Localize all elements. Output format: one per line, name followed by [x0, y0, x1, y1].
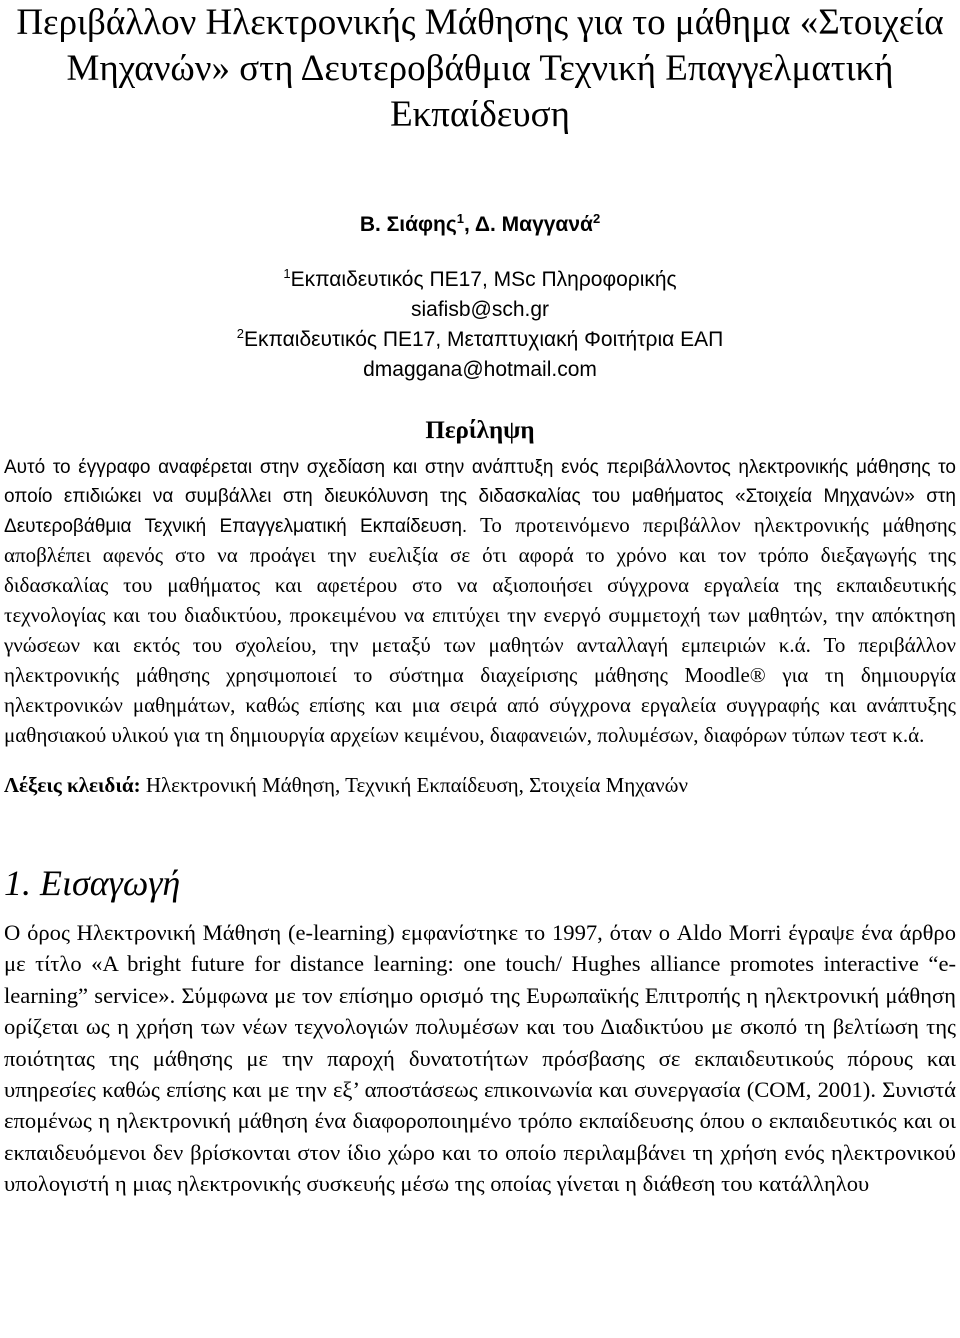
- section-heading-introduction: 1. Εισαγωγή: [4, 863, 181, 903]
- authors-line: [4, 212, 956, 238]
- author-separator: ,: [464, 213, 475, 236]
- author-1-sup: 1: [456, 211, 465, 226]
- abstract-part-1: Αυτό το έγγραφο αναφέρεται στην σχεδίαση και στην ανάπτυξη ενός περιβάλλοντος ηλεκτρονικής μάθησης το οποίο επιδιώκει να συμβάλλει στη διευκόλυνση της διδασκαλίας του μαθήματος «Στοιχεία Μηχανών» στη Δευτεροβάθμια Τεχνική Επαγγελματική Εκπαίδευση.: [4, 457, 956, 537]
- author-1: Β. Σιάφης: [359, 213, 457, 236]
- keywords: [4, 771, 956, 799]
- abstract-heading: Περίληψη: [425, 417, 535, 444]
- affiliation-2-text: Εκπαιδευτικός ΠΕ17, Μεταπτυχιακή Φοιτήτρια ΕΑΠ: [243, 328, 724, 351]
- email-1[interactable]: siafisb@sch.gr: [410, 298, 550, 321]
- keywords-label: Λέξεις κλειδιά:: [4, 773, 141, 797]
- affiliation-1: [4, 265, 956, 295]
- email-2[interactable]: dmaggana@hotmail.com: [363, 358, 597, 381]
- author-2-sup: 2: [592, 211, 601, 226]
- affiliation-1-sup: 1: [283, 266, 291, 281]
- affiliation-2-sup: 2: [236, 326, 244, 341]
- affiliation-2: [4, 325, 956, 355]
- affiliations: [4, 265, 956, 385]
- abstract-body: [4, 453, 956, 751]
- abstract-part-2: Το προτεινόμενο περιβάλλον ηλεκτρονικής μάθησης αποβλέπει αφενός στο να προάγει την ευελιξία σε ότι αφορά το χρόνο και τον τρόπο διεξαγωγής της διδασκαλίας του μαθήματος και αφετέρου στο να αξιοποιήσει σύγχρονα εργαλεία της εκπαιδευτικής τεχνολογίας και του διαδικτύου, προκειμένου να επιτύχει την ενεργό συμμετοχή των μαθητών, την απόκτηση γνώσεων και εκτός του σχολείου, την μεταξύ των μαθητών ανταλλαγή εμπειριών κ.ά. Το περιβάλλον ηλεκτρονικής μάθησης χρησιμοποιεί το σύστημα διαχείρισης μάθησης Moodle® για τη δημιουργία ηλεκτρονικών μαθημάτων, καθώς επίσης και μια σειρά από σύγχρονα εργαλεία συγγραφής και ανάπτυξης μαθησιακού υλικού για τη δημιουργία αρχείων κειμένου, διαφανειών, πολυμέσων, διαφόρων τύπων τεστ κ.ά.: [4, 513, 956, 747]
- keywords-text: Ηλεκτρονική Μάθηση, Τεχνική Εκπαίδευση, Στοιχεία Μηχανών: [140, 773, 688, 797]
- introduction-body: Ο όρος Ηλεκτρονική Μάθηση (e-learning) εμφανίστηκε το 1997, όταν ο Aldo Morri έγραψε ένα άρθρο με τίτλο «A bright future for distance learning: one touch/ Hughes alliance promotes interactive “e-learning” service». Σύμφωνα με τον επίσημο ορισμό της Ευρωπαϊκής Επιτροπής η ηλεκτρονική μάθηση ορίζεται ως η χρήση των νέων τεχνολογιών πολυμέσων και του Διαδικτύου με σκοπό τη βελτίωση της ποιότητας της μάθησης με την παροχή δυνατοτήτων πρόσβασης σε εκπαιδευτικούς πόρους και υπηρεσίες καθώς επίσης και με την εξ’ αποστάσεως επικοινωνία και συνεργασία (COM, 2001). Συνιστά επομένως η ηλεκτρονική μάθηση ένα διαφοροποιημένο τρόπο εκπαίδευσης όπου ο εκπαιδευτικός και οι εκπαιδευόμενοι δεν βρίσκονται στον ίδιο χώρο και το οποίο περιλαμβάνει τη χρήση ενός ηλεκτρονικού υπολογιστή η μιας ηλεκτρονικής συσκευής μέσω της οποίας γίνεται η διάθεση του κατάλληλου: [4, 920, 956, 1197]
- author-2: Δ. Μαγγανά: [474, 213, 593, 236]
- paper-title: Περιβάλλον Ηλεκτρονικής Μάθησης για το μάθημα «Στοιχεία Μηχανών» στη Δευτεροβάθμια Τεχνική Επαγγελματική Εκπαίδευση: [16, 2, 944, 135]
- affiliation-1-text: Εκπαιδευτικός ΠΕ17, MSc Πληροφορικής: [290, 268, 677, 291]
